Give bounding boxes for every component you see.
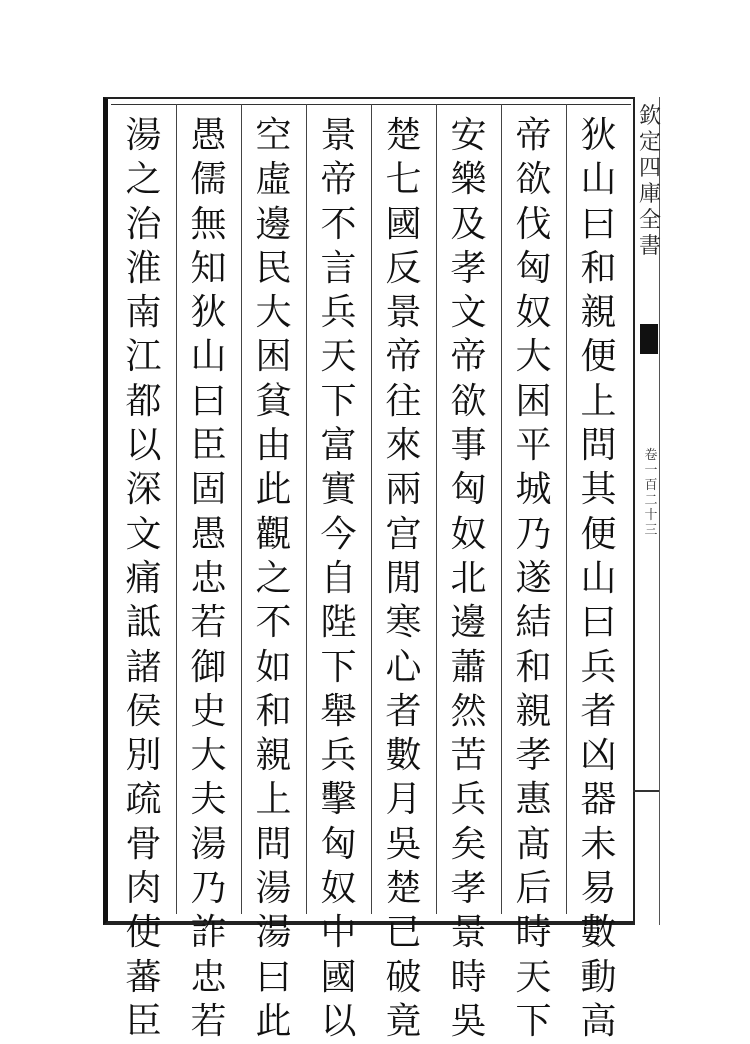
glyph: 往 bbox=[385, 380, 422, 422]
glyph: 事 bbox=[450, 425, 487, 467]
margin-tick bbox=[633, 790, 659, 792]
glyph: 史 bbox=[190, 690, 227, 732]
glyph: 侯 bbox=[125, 690, 162, 732]
glyph: 今 bbox=[320, 513, 357, 555]
text-column bbox=[313, 114, 365, 1044]
glyph: 治 bbox=[125, 203, 162, 245]
glyph: 數 bbox=[580, 912, 617, 954]
margin-title-glyph: 四 bbox=[639, 156, 662, 181]
glyph: 此 bbox=[255, 1000, 292, 1042]
glyph: 之 bbox=[255, 557, 292, 599]
glyph: 使 bbox=[125, 912, 162, 954]
glyph: 如 bbox=[255, 646, 292, 688]
glyph: 狄 bbox=[580, 115, 617, 156]
glyph: 奴 bbox=[450, 513, 487, 555]
glyph: 蕭 bbox=[450, 646, 487, 688]
glyph: 匈 bbox=[320, 823, 357, 865]
glyph: 南 bbox=[125, 292, 162, 334]
glyph: 矣 bbox=[450, 823, 487, 865]
glyph: 山 bbox=[580, 159, 617, 201]
glyph: 肉 bbox=[125, 868, 162, 910]
text-column bbox=[118, 114, 170, 1044]
glyph: 江 bbox=[125, 336, 162, 378]
glyph: 深 bbox=[125, 469, 162, 511]
column-rule bbox=[371, 104, 372, 914]
glyph: 詆 bbox=[125, 602, 162, 644]
glyph: 若 bbox=[190, 602, 227, 644]
glyph: 兵 bbox=[320, 292, 357, 334]
glyph: 后 bbox=[515, 868, 552, 910]
glyph: 貧 bbox=[255, 380, 292, 422]
glyph: 湯 bbox=[255, 912, 292, 954]
glyph: 大 bbox=[515, 336, 552, 378]
glyph: 七 bbox=[385, 159, 422, 201]
glyph: 兵 bbox=[320, 735, 357, 777]
glyph: 觀 bbox=[255, 513, 292, 555]
glyph: 文 bbox=[450, 292, 487, 334]
glyph: 楚 bbox=[385, 868, 422, 910]
glyph: 便 bbox=[580, 336, 617, 378]
glyph: 擊 bbox=[320, 779, 357, 821]
glyph: 不 bbox=[320, 203, 357, 245]
column-rule bbox=[566, 104, 567, 914]
glyph: 器 bbox=[580, 779, 617, 821]
glyph: 未 bbox=[580, 823, 617, 865]
glyph: 者 bbox=[385, 690, 422, 732]
margin-page-glyph: 三 bbox=[644, 523, 658, 538]
glyph: 兵 bbox=[450, 779, 487, 821]
glyph: 諸 bbox=[125, 646, 162, 688]
glyph: 匈 bbox=[515, 247, 552, 289]
margin-page-glyph: 一 bbox=[644, 463, 658, 478]
margin-title-glyph: 全 bbox=[639, 208, 662, 233]
glyph: 寒 bbox=[385, 602, 422, 644]
glyph: 匈 bbox=[450, 469, 487, 511]
glyph: 高 bbox=[580, 1000, 617, 1042]
glyph: 文 bbox=[125, 513, 162, 555]
glyph: 邊 bbox=[255, 203, 292, 245]
margin-title-glyph: 書 bbox=[639, 234, 662, 259]
glyph: 國 bbox=[385, 203, 422, 245]
glyph: 城 bbox=[515, 469, 552, 511]
glyph: 由 bbox=[255, 425, 292, 467]
glyph: 平 bbox=[515, 425, 552, 467]
glyph: 都 bbox=[125, 380, 162, 422]
glyph: 月 bbox=[385, 779, 422, 821]
glyph: 吳 bbox=[450, 1000, 487, 1042]
glyph: 問 bbox=[255, 823, 292, 865]
glyph: 惠 bbox=[515, 779, 552, 821]
margin-page-glyph: 卷 bbox=[644, 448, 658, 463]
text-column bbox=[443, 114, 495, 1044]
glyph: 凶 bbox=[580, 735, 617, 777]
glyph: 乃 bbox=[190, 868, 227, 910]
glyph: 楚 bbox=[385, 115, 422, 156]
glyph: 下 bbox=[320, 380, 357, 422]
margin-book-title bbox=[639, 104, 661, 260]
text-column bbox=[573, 114, 625, 1044]
glyph: 時 bbox=[515, 912, 552, 954]
glyph: 欲 bbox=[515, 159, 552, 201]
glyph: 虛 bbox=[255, 159, 292, 201]
glyph: 山 bbox=[580, 557, 617, 599]
glyph: 狄 bbox=[190, 292, 227, 334]
glyph: 疏 bbox=[125, 779, 162, 821]
glyph: 忠 bbox=[190, 557, 227, 599]
glyph: 髙 bbox=[515, 823, 552, 865]
glyph: 空 bbox=[255, 115, 292, 156]
glyph: 和 bbox=[255, 690, 292, 732]
glyph: 之 bbox=[125, 159, 162, 201]
glyph: 臣 bbox=[190, 425, 227, 467]
glyph: 淮 bbox=[125, 247, 162, 289]
glyph: 帝 bbox=[515, 115, 552, 156]
glyph: 天 bbox=[320, 336, 357, 378]
column-rule bbox=[436, 104, 437, 914]
glyph: 中 bbox=[320, 912, 357, 954]
glyph: 北 bbox=[450, 557, 487, 599]
glyph: 奴 bbox=[515, 292, 552, 334]
glyph: 兵 bbox=[580, 646, 617, 688]
glyph: 以 bbox=[320, 1000, 357, 1042]
column-rule bbox=[241, 104, 242, 914]
glyph: 陛 bbox=[320, 602, 357, 644]
glyph: 數 bbox=[385, 735, 422, 777]
glyph: 帝 bbox=[450, 336, 487, 378]
glyph: 下 bbox=[320, 646, 357, 688]
glyph: 曰 bbox=[580, 602, 617, 644]
glyph: 和 bbox=[580, 247, 617, 289]
text-column bbox=[508, 114, 560, 1044]
glyph: 樂 bbox=[450, 159, 487, 201]
text-column bbox=[183, 114, 235, 1044]
glyph: 天 bbox=[515, 956, 552, 998]
glyph: 便 bbox=[580, 513, 617, 555]
glyph: 動 bbox=[580, 956, 617, 998]
glyph: 來 bbox=[385, 425, 422, 467]
glyph: 大 bbox=[255, 292, 292, 334]
glyph: 不 bbox=[255, 602, 292, 644]
glyph: 言 bbox=[320, 247, 357, 289]
glyph: 舉 bbox=[320, 690, 357, 732]
column-rule bbox=[176, 104, 177, 914]
glyph: 景 bbox=[450, 912, 487, 954]
glyph: 易 bbox=[580, 868, 617, 910]
glyph: 知 bbox=[190, 247, 227, 289]
glyph: 湯 bbox=[255, 868, 292, 910]
glyph: 曰 bbox=[255, 956, 292, 998]
glyph: 痛 bbox=[125, 557, 162, 599]
margin-title-glyph: 庫 bbox=[639, 182, 662, 207]
glyph: 反 bbox=[385, 247, 422, 289]
glyph: 民 bbox=[255, 247, 292, 289]
glyph: 兩 bbox=[385, 469, 422, 511]
glyph: 上 bbox=[580, 380, 617, 422]
glyph: 曰 bbox=[580, 203, 617, 245]
glyph: 親 bbox=[255, 735, 292, 777]
column-rule bbox=[501, 104, 502, 914]
glyph: 結 bbox=[515, 602, 552, 644]
margin-juan-label bbox=[644, 448, 658, 538]
glyph: 孝 bbox=[450, 868, 487, 910]
glyph: 已 bbox=[385, 912, 422, 954]
glyph: 大 bbox=[190, 735, 227, 777]
glyph: 親 bbox=[515, 690, 552, 732]
glyph: 湯 bbox=[125, 115, 162, 156]
glyph: 閒 bbox=[385, 557, 422, 599]
glyph: 上 bbox=[255, 779, 292, 821]
glyph: 邊 bbox=[450, 602, 487, 644]
glyph: 御 bbox=[190, 646, 227, 688]
glyph: 乃 bbox=[515, 513, 552, 555]
glyph: 夫 bbox=[190, 779, 227, 821]
margin-page-glyph: 十 bbox=[644, 508, 658, 523]
glyph: 遂 bbox=[515, 557, 552, 599]
glyph: 景 bbox=[320, 115, 357, 156]
glyph: 欲 bbox=[450, 380, 487, 422]
margin-title-glyph: 定 bbox=[639, 130, 662, 155]
glyph: 儒 bbox=[190, 159, 227, 201]
glyph: 別 bbox=[125, 735, 162, 777]
text-column bbox=[248, 114, 300, 1044]
glyph: 者 bbox=[580, 690, 617, 732]
glyph: 安 bbox=[450, 115, 487, 156]
glyph: 自 bbox=[320, 557, 357, 599]
glyph: 吳 bbox=[385, 823, 422, 865]
glyph: 及 bbox=[450, 203, 487, 245]
glyph: 以 bbox=[125, 425, 162, 467]
glyph: 破 bbox=[385, 956, 422, 998]
glyph: 孝 bbox=[515, 735, 552, 777]
glyph: 實 bbox=[320, 469, 357, 511]
glyph: 富 bbox=[320, 425, 357, 467]
text-column bbox=[378, 114, 430, 1044]
glyph: 此 bbox=[255, 469, 292, 511]
column-rule bbox=[306, 104, 307, 914]
glyph: 伐 bbox=[515, 203, 552, 245]
glyph: 帝 bbox=[385, 336, 422, 378]
glyph: 和 bbox=[515, 646, 552, 688]
glyph: 蕃 bbox=[125, 956, 162, 998]
margin-page-glyph: 二 bbox=[644, 493, 658, 508]
glyph: 忠 bbox=[190, 956, 227, 998]
glyph: 苦 bbox=[450, 735, 487, 777]
glyph: 固 bbox=[190, 469, 227, 511]
glyph: 臣 bbox=[125, 1000, 162, 1042]
glyph: 下 bbox=[515, 1000, 552, 1042]
glyph: 宫 bbox=[385, 513, 422, 555]
fishtail-mark bbox=[640, 324, 658, 354]
glyph: 時 bbox=[450, 956, 487, 998]
glyph: 心 bbox=[385, 646, 422, 688]
margin-page-glyph: 百 bbox=[644, 478, 658, 493]
margin-title-glyph: 欽 bbox=[639, 104, 662, 129]
glyph: 湯 bbox=[190, 823, 227, 865]
glyph: 困 bbox=[515, 380, 552, 422]
glyph: 困 bbox=[255, 336, 292, 378]
glyph: 國 bbox=[320, 956, 357, 998]
glyph: 山 bbox=[190, 336, 227, 378]
glyph: 問 bbox=[580, 425, 617, 467]
glyph: 其 bbox=[580, 469, 617, 511]
glyph: 愚 bbox=[190, 513, 227, 555]
glyph: 孝 bbox=[450, 247, 487, 289]
glyph: 愚 bbox=[190, 115, 227, 156]
glyph: 曰 bbox=[190, 380, 227, 422]
glyph: 然 bbox=[450, 690, 487, 732]
glyph: 骨 bbox=[125, 823, 162, 865]
glyph: 帝 bbox=[320, 159, 357, 201]
glyph: 無 bbox=[190, 203, 227, 245]
glyph: 竟 bbox=[385, 1000, 422, 1042]
glyph: 親 bbox=[580, 292, 617, 334]
glyph: 奴 bbox=[320, 868, 357, 910]
glyph: 景 bbox=[385, 292, 422, 334]
glyph: 詐 bbox=[190, 912, 227, 954]
glyph: 若 bbox=[190, 1000, 227, 1042]
